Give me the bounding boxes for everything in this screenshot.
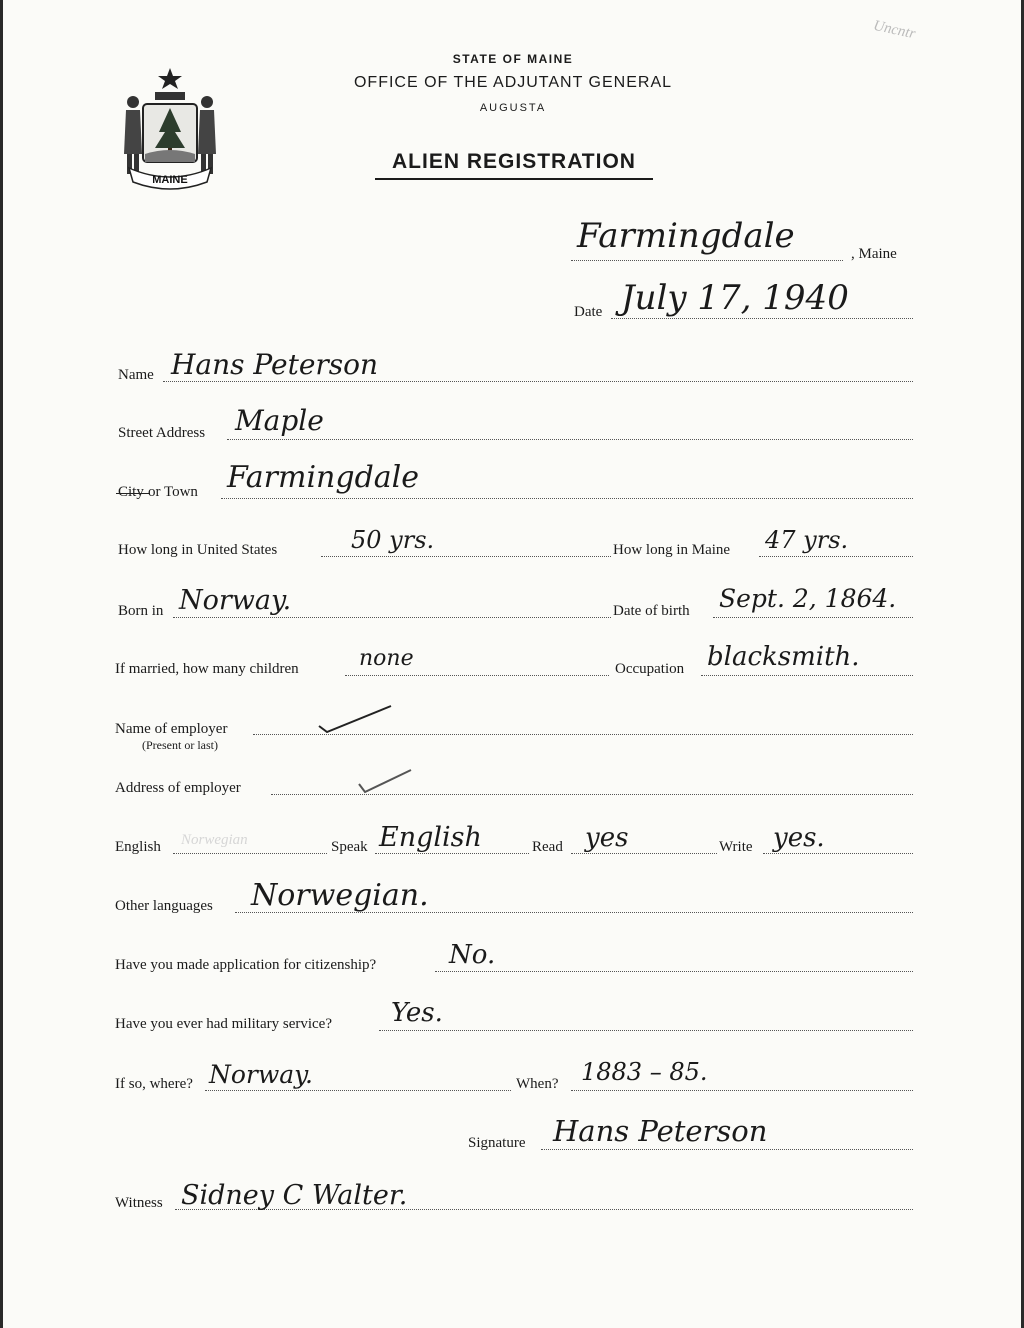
citizenship-line	[435, 971, 913, 972]
signature-label: Signature	[468, 1135, 526, 1151]
city-label-rest: or Town	[148, 484, 198, 500]
dob-value: Sept. 2, 1864.	[719, 584, 897, 613]
occupation-line	[701, 675, 913, 676]
occupation-label: Occupation	[615, 661, 685, 677]
maine-time-label: How long in Maine	[613, 542, 731, 558]
born-label: Born in	[118, 603, 164, 619]
us-time-label: How long in United States	[118, 542, 278, 558]
employer-label: Name of employer	[115, 721, 228, 737]
english-faint-value: Norwegian	[181, 832, 248, 848]
military-label: Have you ever had military service?	[115, 1016, 332, 1032]
children-line	[345, 675, 609, 676]
occupation-value: blacksmith.	[707, 642, 860, 672]
write-value: yes.	[773, 823, 825, 853]
employer-address-label: Address of employer	[115, 780, 241, 796]
city-strike	[116, 493, 150, 494]
other-languages-value: Norwegian.	[251, 878, 429, 913]
military-value: Yes.	[391, 998, 443, 1028]
city-label-struck: City	[118, 484, 144, 500]
checkmark-icon	[315, 702, 395, 736]
read-label: Read	[532, 839, 563, 855]
header-city: AUGUSTA	[479, 102, 547, 114]
street-label: Street Address	[118, 425, 206, 441]
date-line	[611, 318, 913, 319]
dob-line	[713, 617, 913, 618]
where-value: Norway.	[209, 1060, 313, 1089]
speak-line	[375, 853, 529, 854]
when-line	[571, 1090, 913, 1091]
name-value: Hans Peterson	[171, 348, 379, 381]
dob-label: Date of birth	[613, 603, 690, 619]
signature-value: Hans Peterson	[553, 1114, 768, 1148]
write-label: Write	[719, 839, 753, 855]
street-line	[227, 439, 913, 440]
city-line	[221, 498, 913, 499]
born-line	[173, 617, 611, 618]
header-office: OFFICE OF THE ADJUTANT GENERAL	[353, 74, 673, 91]
signature-line	[541, 1149, 913, 1150]
maine-time-line	[759, 556, 913, 557]
place-value: Farmingdale	[577, 216, 795, 256]
checkmark-icon	[355, 766, 415, 796]
write-line	[763, 853, 913, 854]
born-value: Norway.	[179, 585, 292, 616]
corner-mark: Uncntr	[871, 17, 917, 43]
witness-value: Sidney C Walter.	[181, 1180, 408, 1211]
place-suffix: , Maine	[851, 246, 897, 262]
children-label: If married, how many children	[115, 661, 299, 677]
english-label: English	[115, 839, 161, 855]
seal-banner: MAINE	[152, 174, 188, 186]
maine-time-value: 47 yrs.	[765, 526, 849, 554]
read-line	[571, 853, 717, 854]
street-value: Maple	[235, 404, 324, 437]
name-line	[163, 381, 913, 382]
read-value: yes	[585, 823, 629, 853]
speak-value: English	[379, 822, 482, 853]
english-line	[173, 853, 327, 854]
employer-sub-label: (Present or last)	[142, 738, 218, 752]
date-label: Date	[574, 304, 603, 320]
city-value: Farmingdale	[227, 460, 420, 495]
speak-label: Speak	[331, 839, 368, 855]
citizenship-value: No.	[449, 940, 496, 970]
name-label: Name	[118, 367, 154, 383]
us-time-value: 50 yrs.	[351, 526, 435, 554]
form-title: ALIEN REGISTRATION	[375, 150, 653, 180]
when-label: When?	[516, 1076, 559, 1092]
citizenship-label: Have you made application for citizenship?	[115, 957, 377, 973]
where-line	[205, 1090, 511, 1091]
witness-label: Witness	[115, 1195, 163, 1211]
date-value: July 17, 1940	[621, 278, 849, 318]
header-state: STATE OF MAINE	[452, 52, 574, 66]
place-line	[571, 260, 843, 261]
when-value: 1883 – 85.	[581, 1058, 708, 1086]
children-value: none	[359, 646, 414, 671]
where-label: If so, where?	[115, 1076, 193, 1092]
maine-seal-icon	[115, 62, 225, 192]
us-time-line	[321, 556, 611, 557]
other-languages-label: Other languages	[115, 898, 213, 914]
military-line	[379, 1030, 913, 1031]
